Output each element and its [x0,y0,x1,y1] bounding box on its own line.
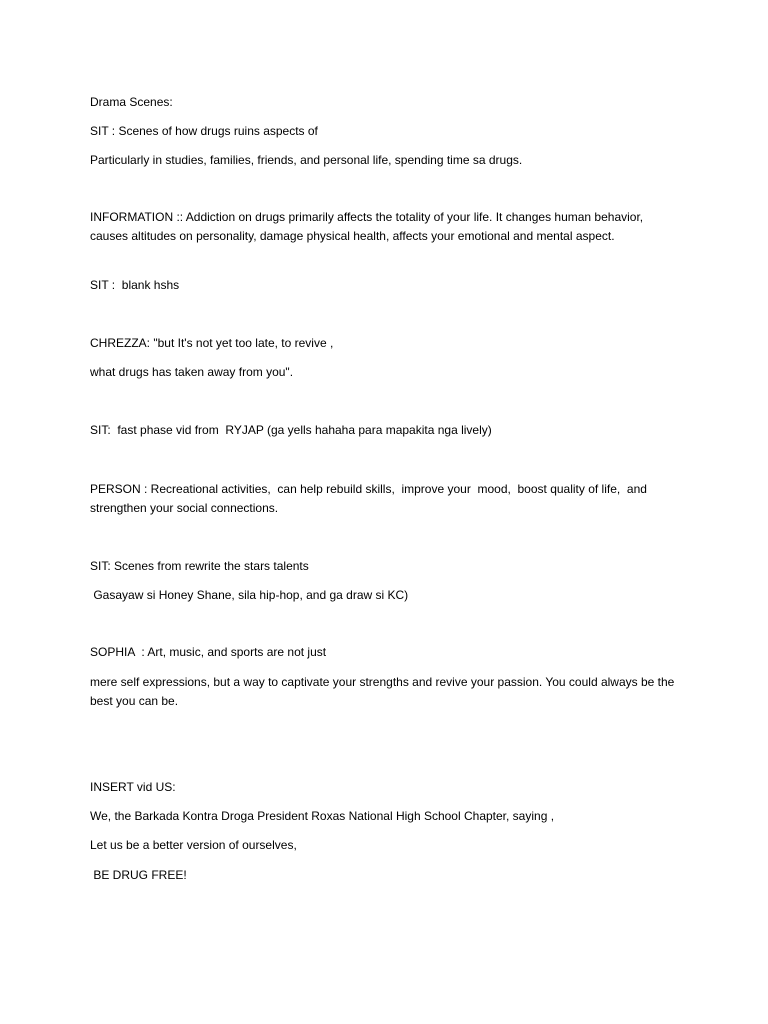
document-heading: Drama Scenes: [90,95,173,109]
scene-line: SIT : blank hshs [90,278,180,292]
scene-line: INFORMATION :: Addiction on drugs primarily affects the totality of your life. It changes human behavior, causes altitudes on personality, damage physical health, affects your emotional and mental aspect. [90,210,647,243]
scene-line: INSERT vid US: [90,780,176,794]
closing-line: Let us be a better version of ourselves, [90,838,297,852]
dialogue-line: what drugs has taken away from you". [90,365,294,379]
scene-line: SIT : Scenes of how drugs ruins aspects of [90,124,318,138]
scene-line: SIT: Scenes from rewrite the stars talents [90,559,309,573]
scene-line: Particularly in studies, families, friends, and personal life, spending time sa drugs. [90,153,523,167]
dialogue-line: mere self expressions, but a way to captivate your strengths and revive your passion. You could always be the best you can be. [90,675,678,708]
dialogue-line: PERSON : Recreational activities, can help rebuild skills, improve your mood, boost quality of life, and strengthen your social connections. [90,482,651,515]
scene-line: SIT: fast phase vid from RYJAP (ga yells hahaha para mapakita nga lively) [90,423,492,437]
closing-line: BE DRUG FREE! [90,868,187,882]
dialogue-line: SOPHIA : Art, music, and sports are not just [90,645,327,659]
dialogue-line: CHREZZA: "but It's not yet too late, to revive , [90,336,334,350]
scene-line: Gasayaw si Honey Shane, sila hip-hop, and ga draw si KC) [90,588,409,602]
closing-line: We, the Barkada Kontra Droga President Roxas National High School Chapter, saying , [90,809,555,823]
